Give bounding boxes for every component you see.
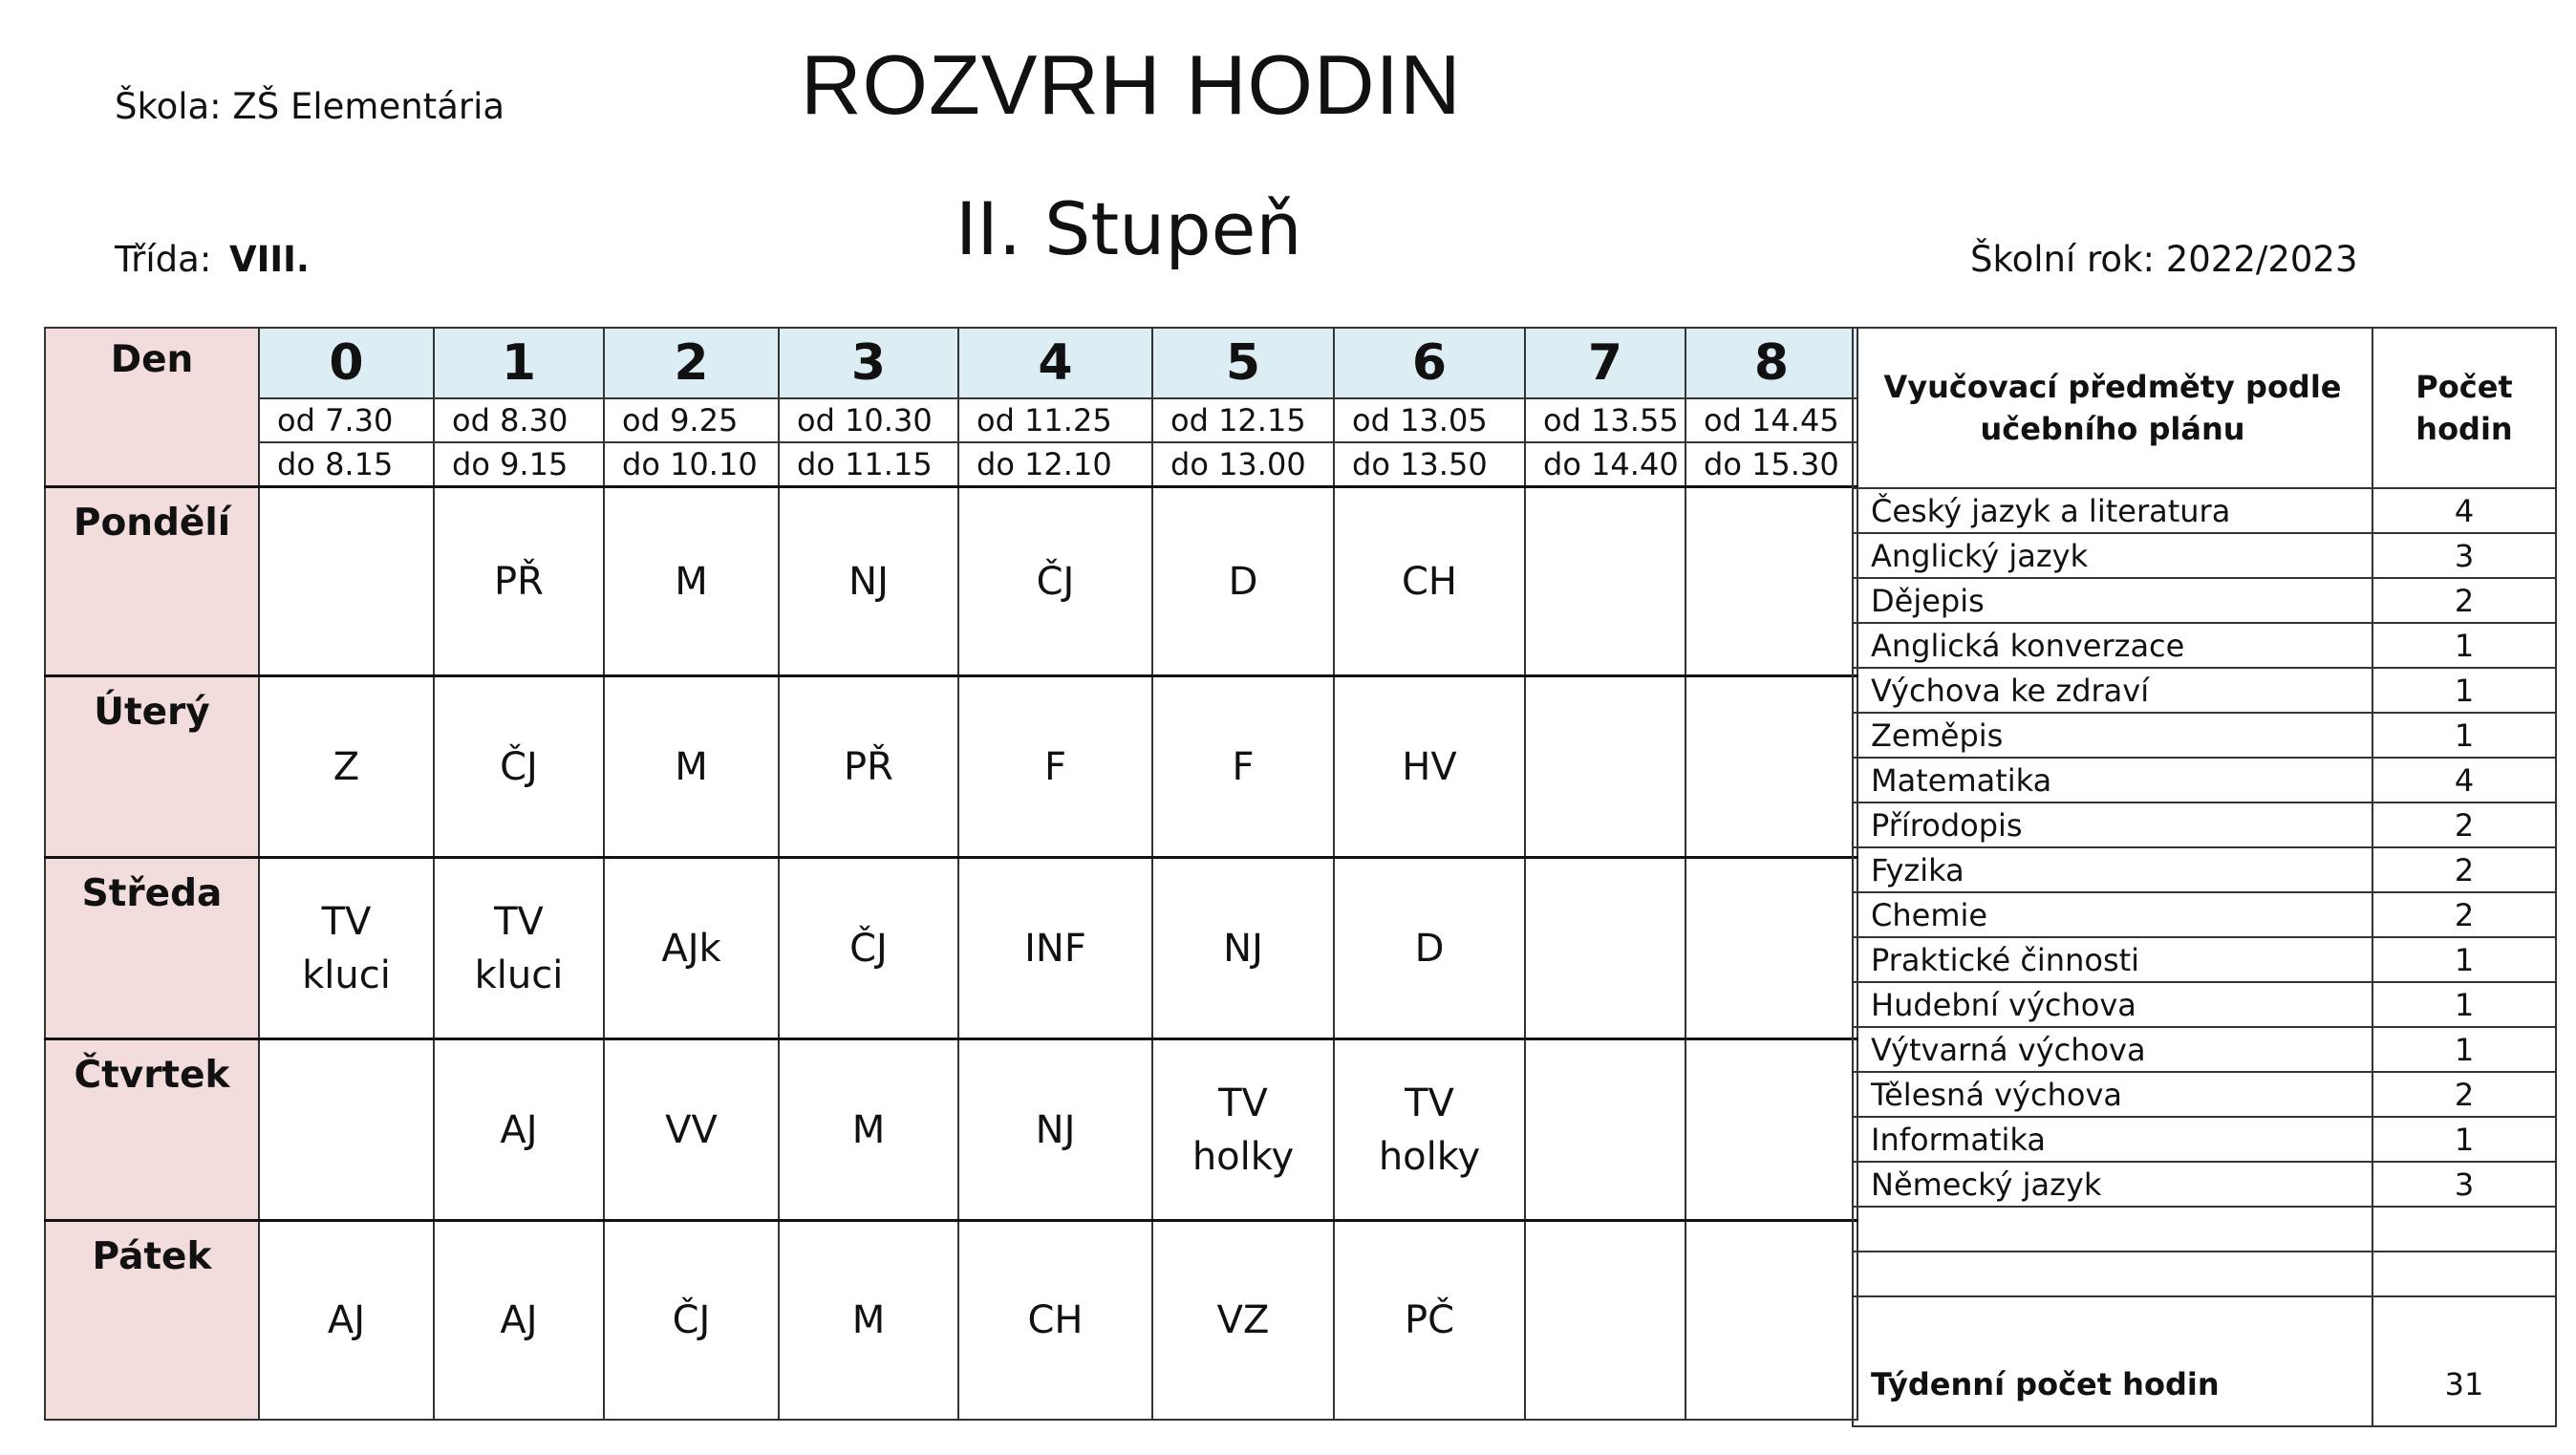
subject-name: Praktické činnosti: [1853, 937, 2372, 982]
subject-hours: 1: [2372, 713, 2556, 758]
period-number: 3: [779, 328, 958, 398]
subject-row: [1853, 668, 2556, 713]
period-number: 7: [1525, 328, 1685, 398]
class-label: Třída:: [115, 239, 212, 280]
subjects-table: [1852, 327, 2557, 1427]
lesson-cell: M: [604, 676, 779, 858]
lesson-cell: AJ: [434, 1221, 604, 1420]
lesson-cell: ČJ: [434, 676, 604, 858]
subject-hours: 2: [2372, 1072, 2556, 1117]
timetable: [44, 327, 1858, 1421]
period-start: od 14.45: [1685, 398, 1857, 442]
subject-hours: 3: [2372, 533, 2556, 578]
subject-hours: [2372, 1252, 2556, 1296]
period-end: do 12.10: [958, 442, 1152, 487]
subject-row: [1853, 623, 2556, 668]
subject-name: [1853, 1252, 2372, 1296]
lesson-cell: ČJ: [779, 858, 958, 1039]
subject-name: Český jazyk a literatura: [1853, 488, 2372, 533]
lesson-cell: [1525, 487, 1685, 676]
lesson-cell: TV kluci: [434, 858, 604, 1039]
school-year: Školní rok: 2022/2023: [1970, 239, 2358, 280]
subject-name: Matematika: [1853, 758, 2372, 802]
period-start: od 9.25: [604, 398, 779, 442]
subject-row: [1853, 1162, 2556, 1207]
subject-name: Přírodopis: [1853, 802, 2372, 847]
subject-name: Anglická konverzace: [1853, 623, 2372, 668]
period-start: od 11.25: [958, 398, 1152, 442]
lesson-cell: [259, 1039, 434, 1221]
subject-row: [1853, 488, 2556, 533]
subject-name: Fyzika: [1853, 847, 2372, 892]
weekly-total-label: Týdenní počet hodin: [1853, 1296, 2372, 1426]
subject-name: Hudební výchova: [1853, 982, 2372, 1027]
subject-row: [1853, 1027, 2556, 1072]
subject-hours: 1: [2372, 668, 2556, 713]
subject-name: Tělesná výchova: [1853, 1072, 2372, 1117]
lesson-cell: HV: [1334, 676, 1525, 858]
day-row: [45, 1039, 1857, 1221]
school-name: Škola: ZŠ Elementária: [115, 86, 505, 127]
subject-hours: [2372, 1207, 2556, 1252]
period-number: 2: [604, 328, 779, 398]
subject-hours: 4: [2372, 758, 2556, 802]
lesson-cell: PŘ: [434, 487, 604, 676]
period-start: od 7.30: [259, 398, 434, 442]
lesson-cell: [1685, 1221, 1857, 1420]
subject-row: [1853, 533, 2556, 578]
day-name: Čtvrtek: [45, 1039, 259, 1221]
subject-hours: 1: [2372, 623, 2556, 668]
lesson-cell: AJ: [434, 1039, 604, 1221]
lesson-cell: [259, 487, 434, 676]
period-start: od 12.15: [1152, 398, 1334, 442]
subject-hours: 2: [2372, 802, 2556, 847]
lesson-cell: VV: [604, 1039, 779, 1221]
subject-row: [1853, 892, 2556, 937]
subject-hours: 2: [2372, 578, 2556, 623]
lesson-cell: F: [958, 676, 1152, 858]
subject-row: [1853, 578, 2556, 623]
lesson-cell: D: [1152, 487, 1334, 676]
period-number: 0: [259, 328, 434, 398]
period-start: od 13.55: [1525, 398, 1685, 442]
subject-hours: 2: [2372, 847, 2556, 892]
subject-hours: 1: [2372, 982, 2556, 1027]
period-end: do 9.15: [434, 442, 604, 487]
subject-name: Informatika: [1853, 1117, 2372, 1162]
day-row: [45, 858, 1857, 1039]
lesson-cell: [1685, 487, 1857, 676]
period-start: od 10.30: [779, 398, 958, 442]
lesson-cell: Z: [259, 676, 434, 858]
period-end: do 14.40: [1525, 442, 1685, 487]
period-end: do 8.15: [259, 442, 434, 487]
subject-row: [1853, 847, 2556, 892]
subject-hours: 2: [2372, 892, 2556, 937]
subject-row: [1853, 1252, 2556, 1296]
lesson-cell: M: [604, 487, 779, 676]
lesson-cell: ČJ: [958, 487, 1152, 676]
day-column-header: Den: [45, 328, 259, 487]
period-start: od 8.30: [434, 398, 604, 442]
lesson-cell: M: [779, 1221, 958, 1420]
page-subtitle: II. Stupeň: [955, 186, 1302, 271]
lesson-cell: [1685, 858, 1857, 1039]
lesson-cell: VZ: [1152, 1221, 1334, 1420]
subject-row: [1853, 713, 2556, 758]
lesson-cell: PČ: [1334, 1221, 1525, 1420]
subject-row: [1853, 1072, 2556, 1117]
subject-hours: 3: [2372, 1162, 2556, 1207]
lesson-cell: PŘ: [779, 676, 958, 858]
lesson-cell: D: [1334, 858, 1525, 1039]
lesson-cell: AJk: [604, 858, 779, 1039]
subject-hours: 1: [2372, 1117, 2556, 1162]
subject-hours: 1: [2372, 937, 2556, 982]
lesson-cell: NJ: [1152, 858, 1334, 1039]
subject-name: Zeměpis: [1853, 713, 2372, 758]
total-row: [1853, 1296, 2556, 1426]
subjects-header: Vyučovací předměty podle učebního plánu: [1853, 328, 2372, 488]
lesson-cell: NJ: [958, 1039, 1152, 1221]
subject-name: Německý jazyk: [1853, 1162, 2372, 1207]
lesson-cell: M: [779, 1039, 958, 1221]
period-start: od 13.05: [1334, 398, 1525, 442]
subject-row: [1853, 937, 2556, 982]
period-number: 4: [958, 328, 1152, 398]
day-row: [45, 1221, 1857, 1420]
lesson-cell: F: [1152, 676, 1334, 858]
lesson-cell: TV kluci: [259, 858, 434, 1039]
lesson-cell: NJ: [779, 487, 958, 676]
period-number: 6: [1334, 328, 1525, 398]
period-end: do 15.30: [1685, 442, 1857, 487]
period-end: do 13.50: [1334, 442, 1525, 487]
subject-name: Anglický jazyk: [1853, 533, 2372, 578]
day-name: Pátek: [45, 1221, 259, 1420]
subject-row: [1853, 1117, 2556, 1162]
period-number: 5: [1152, 328, 1334, 398]
subject-row: [1853, 982, 2556, 1027]
hours-header: Počet hodin: [2372, 328, 2556, 488]
subject-name: Výchova ke zdraví: [1853, 668, 2372, 713]
period-end: do 13.00: [1152, 442, 1334, 487]
subject-row: [1853, 758, 2556, 802]
subject-name: Výtvarná výchova: [1853, 1027, 2372, 1072]
day-name: Středa: [45, 858, 259, 1039]
period-end: do 10.10: [604, 442, 779, 487]
page-title: ROZVRH HODIN: [801, 37, 1462, 132]
lesson-cell: [1525, 1039, 1685, 1221]
lesson-cell: [1525, 676, 1685, 858]
subject-hours: 1: [2372, 1027, 2556, 1072]
period-number: 8: [1685, 328, 1857, 398]
day-name: Pondělí: [45, 487, 259, 676]
class-value: VIII.: [229, 239, 310, 280]
lesson-cell: TV holky: [1152, 1039, 1334, 1221]
subject-name: Dějepis: [1853, 578, 2372, 623]
subject-hours: 4: [2372, 488, 2556, 533]
day-row: [45, 676, 1857, 858]
weekly-total-value: 31: [2372, 1296, 2556, 1426]
subject-row: [1853, 802, 2556, 847]
period-end: do 11.15: [779, 442, 958, 487]
lesson-cell: AJ: [259, 1221, 434, 1420]
day-row: [45, 487, 1857, 676]
lesson-cell: [1685, 1039, 1857, 1221]
lesson-cell: [1685, 676, 1857, 858]
subject-name: [1853, 1207, 2372, 1252]
lesson-cell: INF: [958, 858, 1152, 1039]
lesson-cell: CH: [958, 1221, 1152, 1420]
lesson-cell: [1525, 1221, 1685, 1420]
lesson-cell: CH: [1334, 487, 1525, 676]
lesson-cell: [1525, 858, 1685, 1039]
subject-row: [1853, 1207, 2556, 1252]
period-number: 1: [434, 328, 604, 398]
subject-name: Chemie: [1853, 892, 2372, 937]
lesson-cell: TV holky: [1334, 1039, 1525, 1221]
lesson-cell: ČJ: [604, 1221, 779, 1420]
day-name: Úterý: [45, 676, 259, 858]
